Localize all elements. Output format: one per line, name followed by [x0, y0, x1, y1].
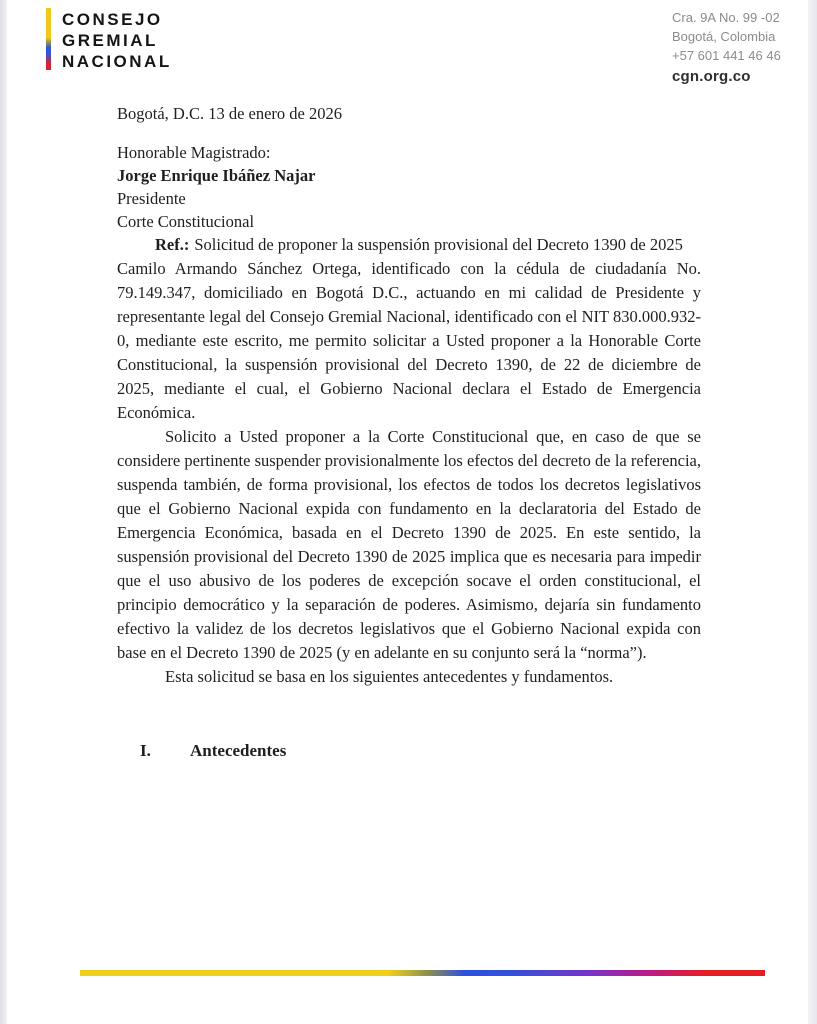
date-line: Bogotá, D.C. 13 de enero de 2026	[117, 104, 342, 123]
contact-address-line1: Cra. 9A No. 99 -02	[672, 10, 780, 25]
paragraph-1: Camilo Armando Sánchez Ortega, identificado con la cédula de ciudadanía No. 79.149.347, domiciliado en Bogotá D.C., actuando en mi calidad de Presidente y representante legal del Consejo Gremial Nacional, identificado con el NIT 830.000.932-0, mediante este escrito, me permito solicitar a Usted proponer a la Honorable Corte Constitucional, la suspensión provisional del Decreto 1390, de 22 de diciembre de 2025, mediante el cual, el Gobierno Nacional declara el Estado de Emergencia Económica.	[117, 259, 701, 422]
section-heading-antecedentes	[117, 739, 701, 763]
paragraph-2: Solicito a Usted proponer a la Corte Constitucional que, en caso de que se considere pertinente suspender provisionalmente los efectos del decreto de la referencia, suspenda también, de forma provisional, los efectos de todos los decretos legislativos que el Gobierno Nacional expida con fundamento en la declaratoria del Estado de Emergencia Económica, basada en el Decreto 1390 de 2025. En este sentido, la suspensión provisional del Decreto 1390 de 2025 implica que es necesaria para impedir que el uso abusivo de los poderes de excepción socave el orden constitucional, el principio democrático y la separación de poderes. Asimismo, dejaría sin fundamento efectivo la validez de los decretos legislativos que el Gobierno Nacional expida con base en el Decreto 1390 de 2025 (y en adelante en su conjunto será la “norma”).	[117, 427, 701, 662]
logo-line-1: CONSEJO	[62, 10, 163, 29]
section-number: I.	[140, 741, 151, 760]
letterhead-contact	[672, 8, 781, 86]
photo-edge-right	[808, 0, 817, 1024]
reference-label: Ref.:	[155, 235, 190, 254]
section-title: Antecedentes	[190, 741, 287, 760]
cgn-logo	[62, 9, 172, 72]
recipient-institution: Corte Constitucional	[117, 212, 255, 231]
recipient-title: Presidente	[117, 189, 186, 208]
recipient-block	[117, 141, 701, 233]
reference-text: Solicitud de proponer la suspensión provisional del Decreto 1390 de 2025	[194, 235, 683, 254]
contact-phone: +57 601 441 46 46	[672, 48, 781, 63]
contact-address-line2: Bogotá, Colombia	[672, 29, 776, 44]
recipient-salutation: Honorable Magistrado:	[117, 143, 271, 162]
logo-flag-bar-icon	[46, 8, 51, 70]
reference-line	[117, 233, 701, 257]
photo-edge-left	[0, 0, 7, 1024]
recipient-name: Jorge Enrique Ibáñez Najar	[117, 166, 316, 185]
paragraph-3: Esta solicitud se basa en los siguientes antecedentes y fundamentos.	[165, 667, 614, 686]
logo-line-3: NACIONAL	[62, 52, 172, 71]
logo-line-2: GREMIAL	[62, 31, 158, 50]
letter-body	[117, 102, 701, 763]
footer-flag-bar	[80, 970, 765, 976]
contact-website: cgn.org.co	[672, 68, 751, 85]
